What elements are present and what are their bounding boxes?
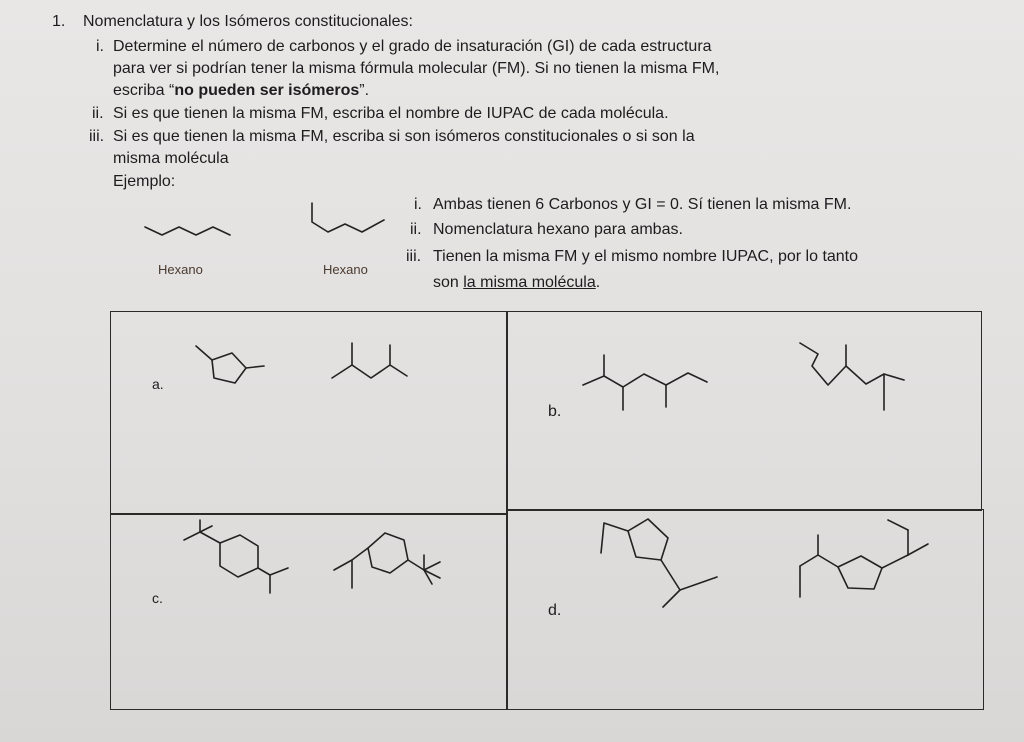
no-pueden-ser-isomeros: no pueden ser isómeros bbox=[174, 82, 360, 99]
instruction-ii-marker: ii. bbox=[92, 105, 104, 122]
instruction-i-marker: i. bbox=[96, 38, 104, 55]
answer-iii-text: Tienen la misma FM y el mismo nombre IUPAC, por lo tanto bbox=[433, 248, 859, 265]
label-b: b. bbox=[548, 403, 562, 420]
label-c: c. bbox=[152, 590, 163, 606]
answer-iii-marker: iii. bbox=[406, 248, 422, 265]
instruction-iii-line1: Si es que tienen la misma FM, escriba si son isómeros constitucionales o si son la bbox=[113, 128, 695, 145]
answer-i-text: Ambas tienen 6 Carbonos y GI = 0. Sí tienen la misma FM. bbox=[433, 196, 852, 213]
answer-ii-marker: ii. bbox=[410, 221, 422, 238]
question-title: Nomenclatura y los Isómeros constitucionales: bbox=[83, 13, 413, 30]
instruction-i-line3: escriba “no pueden ser isómeros”. bbox=[113, 82, 370, 99]
example-label-2: Hexano bbox=[323, 262, 368, 277]
instruction-iii-marker: iii. bbox=[89, 128, 105, 145]
instruction-iii-line2: misma molécula bbox=[113, 150, 229, 167]
example-label: Ejemplo: bbox=[113, 173, 176, 190]
la-misma-molecula: la misma molécula bbox=[463, 274, 596, 291]
example-label-1: Hexano bbox=[158, 262, 203, 277]
answer-iii-line2: son la misma molécula. bbox=[433, 274, 601, 291]
instruction-i-line2: para ver si podrían tener la misma fórmula molecular (FM). Si no tienen la misma FM, bbox=[113, 60, 720, 77]
label-d: d. bbox=[548, 602, 562, 619]
question-number: 1. bbox=[52, 13, 66, 30]
label-a: a. bbox=[152, 376, 164, 392]
instruction-ii-line1: Si es que tienen la misma FM, escriba el nombre de IUPAC de cada molécula. bbox=[113, 105, 669, 122]
instruction-i-line1: Determine el número de carbonos y el grado de insaturación (GI) de cada estructura bbox=[113, 38, 712, 55]
answer-ii-text: Nomenclatura hexano para ambas. bbox=[433, 221, 683, 238]
answer-i-marker: i. bbox=[414, 196, 422, 213]
